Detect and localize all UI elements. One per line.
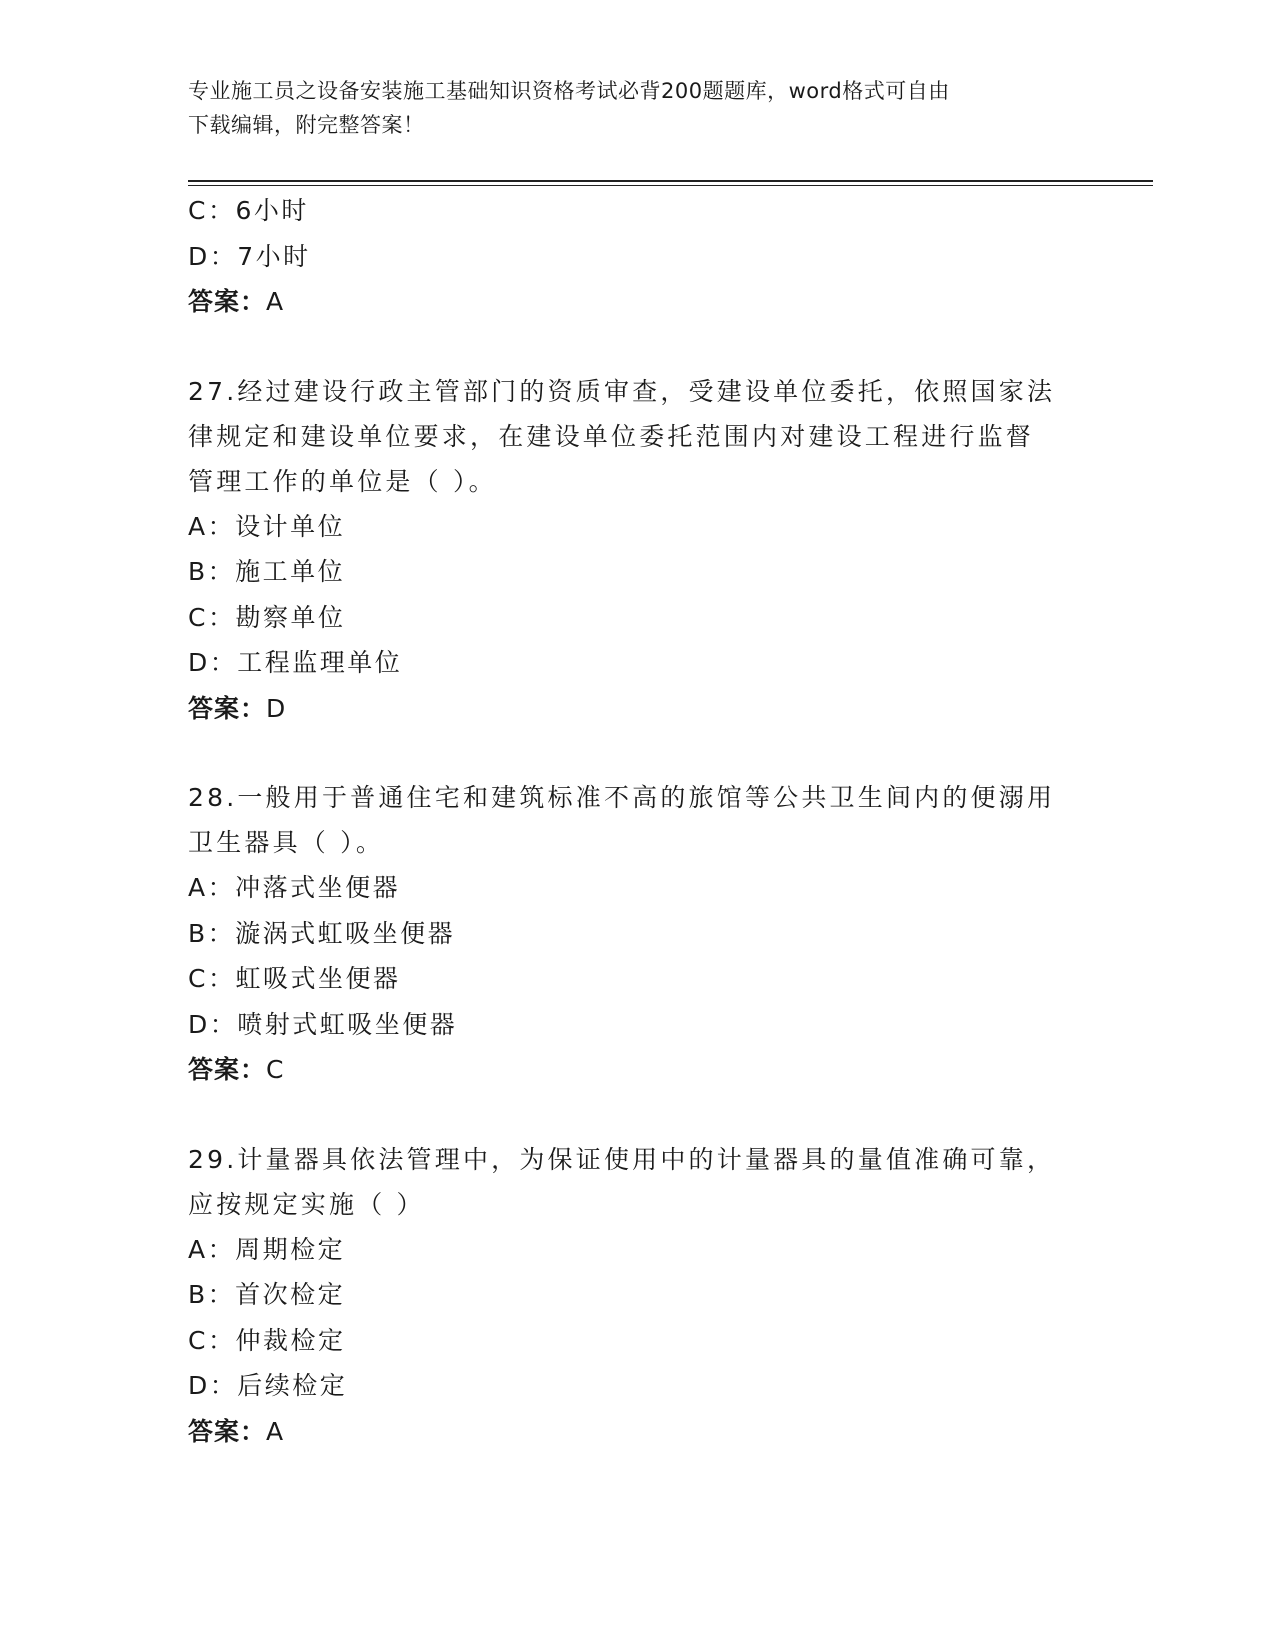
option-d: D：喷射式虹吸坐便器 [188, 1009, 458, 1039]
question-text-line: 29.计量器具依法管理中，为保证使用中的计量器具的量值准确可靠， [188, 1144, 1056, 1174]
answer-value: D [266, 693, 287, 723]
answer-value: A [266, 287, 285, 316]
option-b: B：施工单位 [188, 557, 346, 586]
header-divider-thick [188, 180, 1153, 182]
document-header [188, 74, 1068, 142]
answer-label: 答案： [188, 287, 267, 316]
answer-label: 答案： [188, 1055, 267, 1084]
option-b: B：首次检定 [188, 1280, 346, 1309]
answer-line [188, 1409, 1078, 1455]
answer-line [188, 279, 1078, 325]
question-text-line: 28.一般用于普通住宅和建筑标准不高的旅馆等公共卫生间内的便溺用 [188, 783, 1056, 812]
option-a: A：周期检定 [188, 1234, 346, 1264]
question-text-line: 27.经过建设行政主管部门的资质审查，受建设单位委托，依照国家法 [188, 376, 1056, 406]
question-text-line: 管理工作的单位是（ ）。 [188, 466, 497, 496]
question-29 [188, 1137, 1078, 1455]
answer-value: C [266, 1055, 285, 1084]
question-text-line: 应按规定实施（ ） [188, 1189, 425, 1219]
answer-line [188, 686, 1078, 732]
option-c: C：虹吸式坐便器 [188, 964, 401, 993]
option-d: D：后续检定 [188, 1371, 348, 1400]
option-a: A：设计单位 [188, 511, 346, 541]
question-list [188, 188, 1078, 1454]
question-text-line: 律规定和建设单位要求，在建设单位委托范围内对建设工程进行监督 [188, 421, 1035, 451]
header-line: 专业施工员之设备安装施工基础知识资格考试必背200题题库，word格式可自由 [188, 79, 950, 103]
option-d: D：工程监理单位 [188, 648, 403, 677]
question-27 [188, 369, 1078, 732]
option-c: C：仲裁检定 [188, 1325, 346, 1355]
header-line: 下载编辑，附完整答案！ [188, 113, 425, 137]
answer-label: 答案： [188, 693, 267, 723]
option-d: D：7小时 [188, 241, 311, 271]
question-26-continued [188, 188, 1078, 325]
option-a: A：冲落式坐便器 [188, 873, 401, 902]
option-c: C：勘察单位 [188, 602, 346, 632]
option-b: B：漩涡式虹吸坐便器 [188, 918, 456, 948]
answer-line [188, 1047, 1078, 1093]
header-divider-thin [188, 185, 1153, 186]
question-text-line: 卫生器具（ ）。 [188, 828, 385, 857]
answer-value: A [266, 1416, 285, 1446]
option-c: C：6小时 [188, 196, 309, 225]
answer-label: 答案： [188, 1416, 267, 1446]
question-28 [188, 775, 1078, 1093]
